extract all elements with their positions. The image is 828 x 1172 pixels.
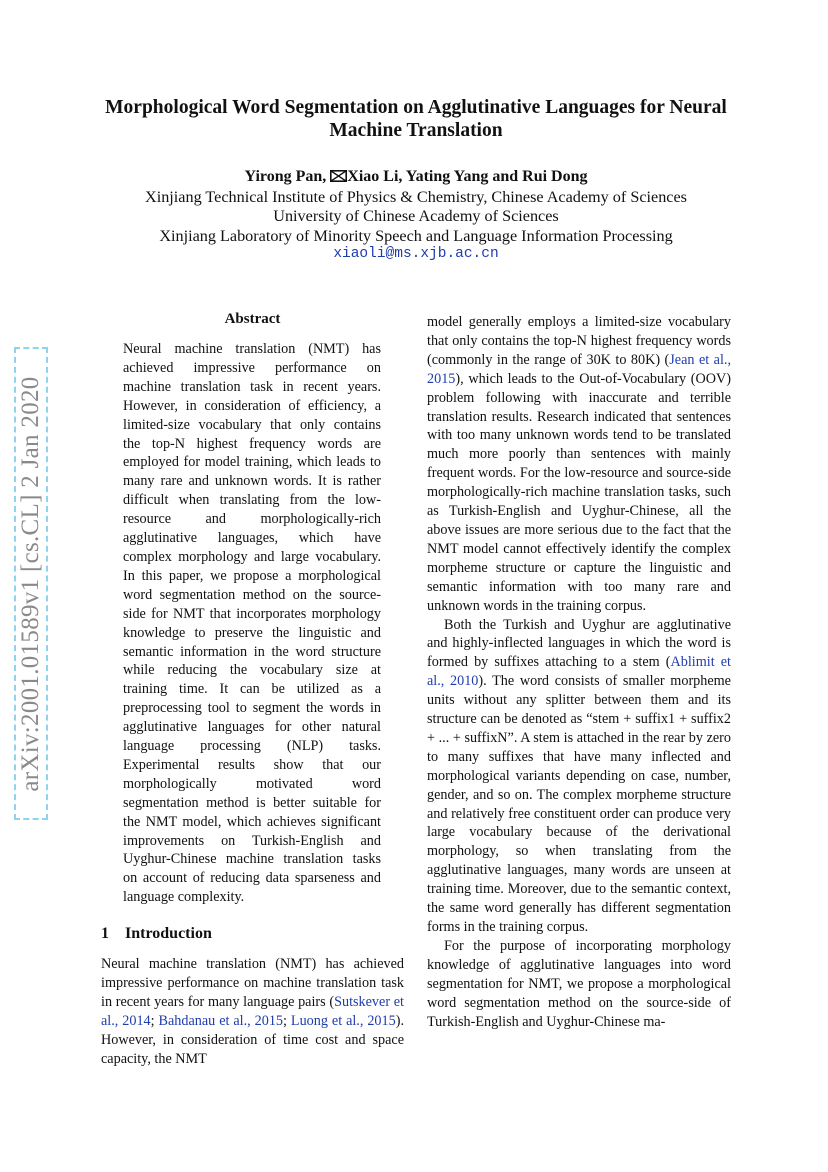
contact-email[interactable]: xiaoli@ms.xjb.ac.cn — [333, 246, 499, 262]
body-paragraph — [427, 313, 731, 616]
section-title: Introduction — [125, 925, 212, 942]
citation-link[interactable]: Bahdanau et al., 2015 — [158, 1012, 284, 1029]
envelope-icon — [330, 170, 347, 182]
body-text: ), which leads to the Out-of-Vocabulary (OOV) problem following with inaccurate and terrible translation results. Research indicated that sentences with too many unknown words tend to be translated much more poorly than sentences with mainly frequent words. For the low-resource and source-side morphologically-rich machine translation tasks, such as Turkish-English and Uyghur-Chinese, all the above issues are more serious due to the fact that the NMT model cannot effectively identify the complex morpheme structure or capture the linguistic and semantic information with too many rare and unknown words in the training corpus. — [427, 370, 731, 614]
introduction-paragraph — [101, 955, 404, 1068]
arxiv-stamp — [14, 347, 48, 820]
citation-separator: ; — [150, 1012, 159, 1029]
citation-link[interactable]: Ablimit et al., 2010 — [427, 654, 731, 690]
affiliation-3: Xinjiang Laboratory of Minority Speech and Language Information Processing — [159, 227, 673, 245]
affiliation-2: University of Chinese Academy of Sciences — [273, 207, 559, 225]
section-number: 1 — [101, 925, 109, 942]
intro-text: Neural machine translation (NMT) has achieved impressive performance on machine translation task in recent years for many language pairs ( — [101, 956, 404, 1010]
affiliation-1: Xinjiang Technical Institute of Physics & Chemistry, Chinese Academy of Sciences — [145, 188, 687, 206]
body-text: Both the Turkish and Uyghur are agglutinative and highly-inflected languages in which the word is formed by suffixes attaching to a stem ( — [427, 616, 731, 671]
other-authors: Xiao Li, Yating Yang and Rui Dong — [347, 168, 588, 185]
body-text: ). The word consists of smaller morpheme units without any splitter between them and its structure can be denoted as “stem + suffix1 + suffix2 + ... + suffixN”. A stem is attached in the rear by zero to many suffixes that have many inflected and morphological variants depending on case, number, gender, and so on. The complex morpheme structure and relatively free constituent order can produce very large vocabulary because of the derivational morphology, so when translating from the agglutinative languages, many words are unseen at training time. Moreover, due to the semantic context, the same word generally has different segmentation forms in the training corpus. — [427, 673, 731, 935]
body-paragraph — [427, 616, 731, 937]
citation-link[interactable]: Sutskever et al., 2014 — [101, 993, 404, 1029]
intro-text: ). However, in consideration of time cost and space capacity, the NMT — [101, 1012, 404, 1067]
section-heading-introduction — [101, 925, 212, 943]
citation-separator: ; — [283, 1012, 291, 1029]
abstract-heading: Abstract — [224, 311, 281, 327]
citation-link[interactable]: Luong et al., 2015 — [290, 1012, 396, 1029]
abstract-text: Neural machine translation (NMT) has achieved impressive performance on machine translation task in recent years. However, in consideration of efficiency, a limited-size vocabulary that only contains the top-N highest frequency words are employed for model training, which leads to many rare and unknown words. It is rather difficult when translating from the low-resource and morphologically-rich agglutinative languages, which have complex morphology and large vocabulary. In this paper, we propose a morphological word segmentation method on the source-side for NMT that incorporates morphology knowledge to preserve the linguistic and semantic information in the word structure while reducing the vocabulary size at training time. It can be utilized as a preprocessing tool to segment the words in agglutinative languages for other natural language processing (NLP) tasks. Experimental results show that our morphologically motivated word segmentation method is better suitable for the NMT model, which achieves significant improvements on Turkish-English and Uyghur-Chinese machine translation tasks on account of reducing data sparseness and language complexity. — [123, 341, 381, 906]
author-list — [90, 167, 742, 186]
body-paragraph: For the purpose of incorporating morphology knowledge of agglutinative languages into word segmentation for NMT, we propose a morphological word segmentation method on the source-side of Turkish-English and Uyghur-Chinese ma- — [427, 937, 731, 1030]
arxiv-identifier[interactable]: arXiv:2001.01589v1 [cs.CL] 2 Jan 2020 — [17, 375, 44, 792]
first-author: Yirong Pan, — [244, 168, 331, 185]
body-text: model generally employs a limited-size vocabulary that only contains the top-N highest frequency words (commonly in the range of 30K to 80K) ( — [427, 314, 731, 368]
paper-title: Morphological Word Segmentation on Agglutinative Languages for Neural Machine Translation — [105, 97, 727, 141]
citation-link[interactable]: Jean et al., 2015 — [427, 351, 731, 387]
right-column — [427, 313, 731, 1031]
